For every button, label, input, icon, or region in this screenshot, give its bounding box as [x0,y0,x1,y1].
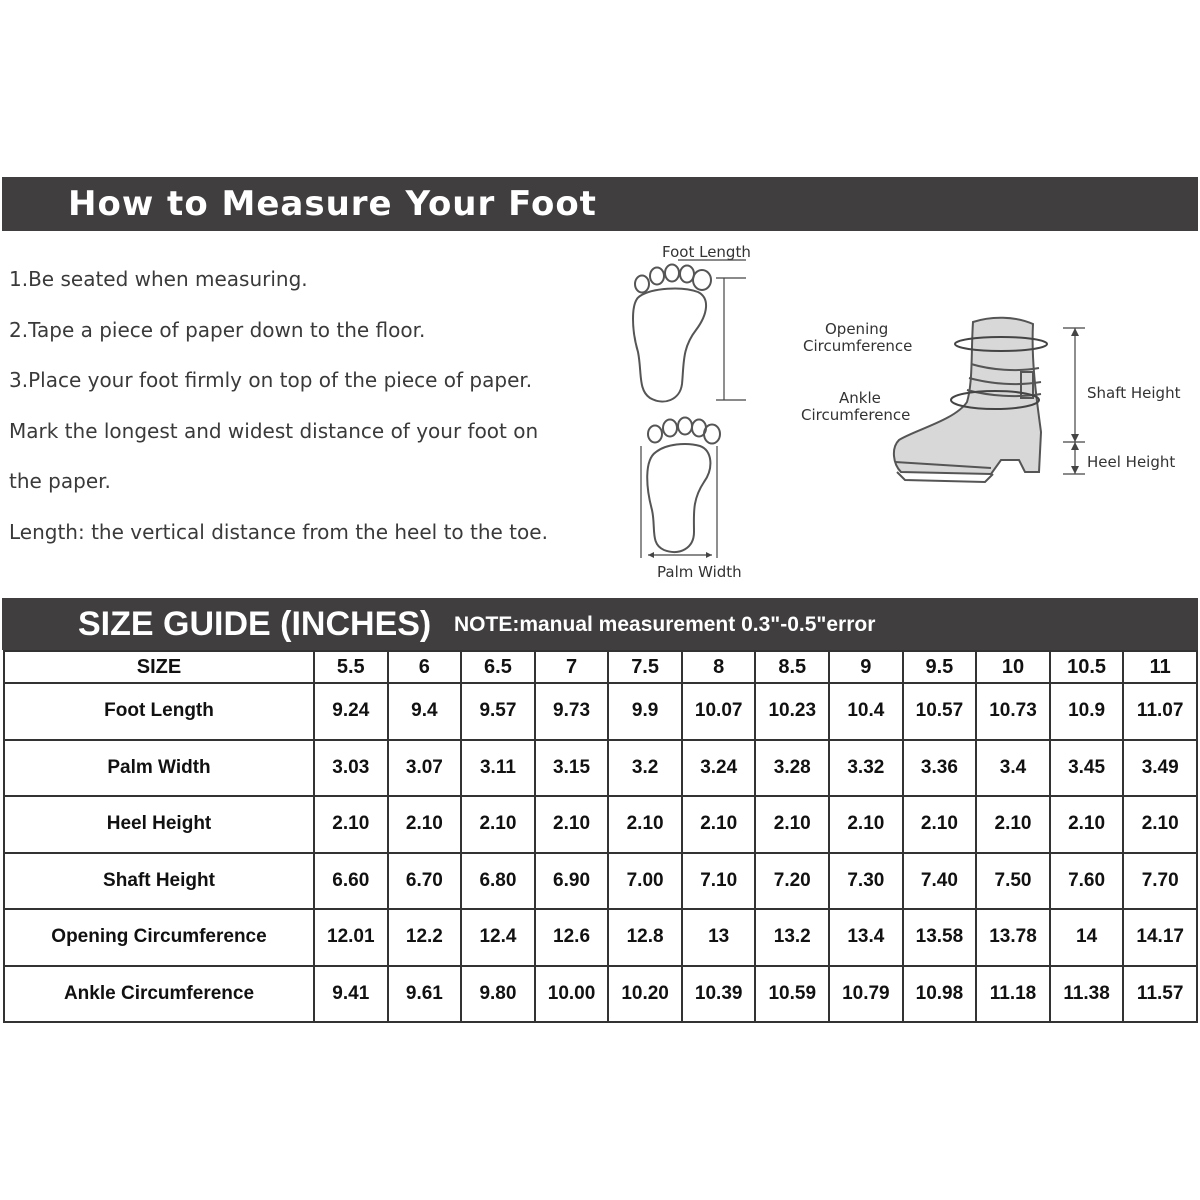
table-cell: 3.11 [461,740,535,797]
table-cell: 2.10 [755,796,829,853]
ankle-circumference-label: Ankle [839,389,881,407]
table-cell: 10.00 [535,966,609,1023]
size-header-row [4,651,1197,683]
table-cell: 9.4 [388,683,462,740]
size-header-cell: 9.5 [903,651,977,683]
table-cell: 13.4 [829,909,903,966]
table-cell: 3.07 [388,740,462,797]
size-table-body [4,683,1197,1022]
table-cell: 2.10 [608,796,682,853]
row-label: Foot Length [4,683,314,740]
table-row [4,853,1197,910]
ankle-circumference-label: Circumference [801,406,911,424]
table-cell: 7.00 [608,853,682,910]
heel-height-label: Heel Height [1087,453,1176,471]
table-cell: 9.41 [314,966,388,1023]
table-cell: 2.10 [388,796,462,853]
table-cell: 3.15 [535,740,609,797]
table-cell: 13.2 [755,909,829,966]
row-label: Heel Height [4,796,314,853]
shaft-height-label: Shaft Height [1087,384,1181,402]
boot-icon [894,318,1041,482]
size-header-cell: 8 [682,651,756,683]
table-cell: 10.07 [682,683,756,740]
table-cell: 3.03 [314,740,388,797]
table-cell: 9.24 [314,683,388,740]
table-cell: 2.10 [314,796,388,853]
table-cell: 2.10 [976,796,1050,853]
boot-diagram [795,312,1195,492]
opening-circumference-label: Circumference [803,337,913,355]
step-line: 1.Be seated when measuring. [9,267,308,291]
size-header-cell: 6.5 [461,651,535,683]
table-cell: 3.36 [903,740,977,797]
table-cell: 10.59 [755,966,829,1023]
table-cell: 14.17 [1123,909,1197,966]
table-cell: 10.57 [903,683,977,740]
foot-length-label: Foot Length [662,243,751,261]
table-cell: 2.10 [535,796,609,853]
table-cell: 6.90 [535,853,609,910]
row-label: Opening Circumference [4,909,314,966]
size-header-cell: 8.5 [755,651,829,683]
table-cell: 9.61 [388,966,462,1023]
table-cell: 7.50 [976,853,1050,910]
table-cell: 11.07 [1123,683,1197,740]
size-header-cell: 6 [388,651,462,683]
table-cell: 10.73 [976,683,1050,740]
measure-title: How to Measure Your Foot [68,184,597,224]
table-cell: 12.2 [388,909,462,966]
table-cell: 12.01 [314,909,388,966]
table-cell: 2.10 [682,796,756,853]
size-header-cell: 10.5 [1050,651,1124,683]
table-cell: 13 [682,909,756,966]
table-cell: 3.28 [755,740,829,797]
table-cell: 12.4 [461,909,535,966]
table-cell: 6.70 [388,853,462,910]
row-label: Ankle Circumference [4,966,314,1023]
table-cell: 2.10 [1050,796,1124,853]
table-cell: 10.79 [829,966,903,1023]
table-cell: 11.38 [1050,966,1124,1023]
size-header-cell: 9 [829,651,903,683]
table-cell: 7.70 [1123,853,1197,910]
foot-sole-icon [633,289,706,402]
table-cell: 3.24 [682,740,756,797]
table-cell: 6.80 [461,853,535,910]
table-cell: 6.60 [314,853,388,910]
table-row [4,740,1197,797]
size-header-cell: 11 [1123,651,1197,683]
step-line: the paper. [9,469,111,494]
table-cell: 3.4 [976,740,1050,797]
size-header-cell: 10 [976,651,1050,683]
table-cell: 2.10 [903,796,977,853]
table-cell: 13.58 [903,909,977,966]
table-cell: 7.40 [903,853,977,910]
table-row [4,683,1197,740]
table-row [4,909,1197,966]
size-guide-title: SIZE GUIDE (INCHES) [78,605,432,643]
size-guide-banner [2,598,1198,650]
table-cell: 10.23 [755,683,829,740]
row-label: Palm Width [4,740,314,797]
table-cell: 3.2 [608,740,682,797]
table-cell: 9.9 [608,683,682,740]
table-cell: 10.98 [903,966,977,1023]
table-cell: 9.80 [461,966,535,1023]
table-cell: 2.10 [461,796,535,853]
table-cell: 10.4 [829,683,903,740]
table-cell: 3.32 [829,740,903,797]
table-cell: 9.73 [535,683,609,740]
table-cell: 7.60 [1050,853,1124,910]
size-table [3,650,1198,1023]
size-header-cell: 7.5 [608,651,682,683]
table-cell: 12.6 [535,909,609,966]
size-guide-note: NOTE:manual measurement 0.3"-0.5"error [454,613,876,636]
step-line: Mark the longest and widest distance of your foot on [9,418,539,443]
table-cell: 7.10 [682,853,756,910]
table-cell: 13.78 [976,909,1050,966]
table-cell: 11.57 [1123,966,1197,1023]
size-header-label: SIZE [4,651,314,683]
palm-width-diagram [620,410,790,585]
opening-circumference-label: Opening [825,320,889,338]
size-header-cell: 5.5 [314,651,388,683]
table-cell: 12.8 [608,909,682,966]
table-cell: 2.10 [829,796,903,853]
palm-width-label: Palm Width [657,563,742,581]
table-row [4,966,1197,1023]
table-cell: 3.49 [1123,740,1197,797]
table-cell: 2.10 [1123,796,1197,853]
size-header-cell: 7 [535,651,609,683]
table-cell: 3.45 [1050,740,1124,797]
table-cell: 10.20 [608,966,682,1023]
measure-steps [9,254,609,558]
table-cell: 7.30 [829,853,903,910]
table-cell: 11.18 [976,966,1050,1023]
foot-sole-icon [647,444,710,552]
table-cell: 14 [1050,909,1124,966]
step-line: Length: the vertical distance from the heel to the toe. [9,519,548,544]
table-cell: 10.9 [1050,683,1124,740]
table-row [4,796,1197,853]
measure-banner [2,177,1198,231]
table-cell: 10.39 [682,966,756,1023]
foot-length-diagram [620,240,790,410]
step-line: 3.Place your foot firmly on top of the piece of paper. [9,368,533,393]
table-cell: 7.20 [755,853,829,910]
row-label: Shaft Height [4,853,314,910]
table-cell: 9.57 [461,683,535,740]
step-line: 2.Tape a piece of paper down to the floor. [9,317,426,342]
